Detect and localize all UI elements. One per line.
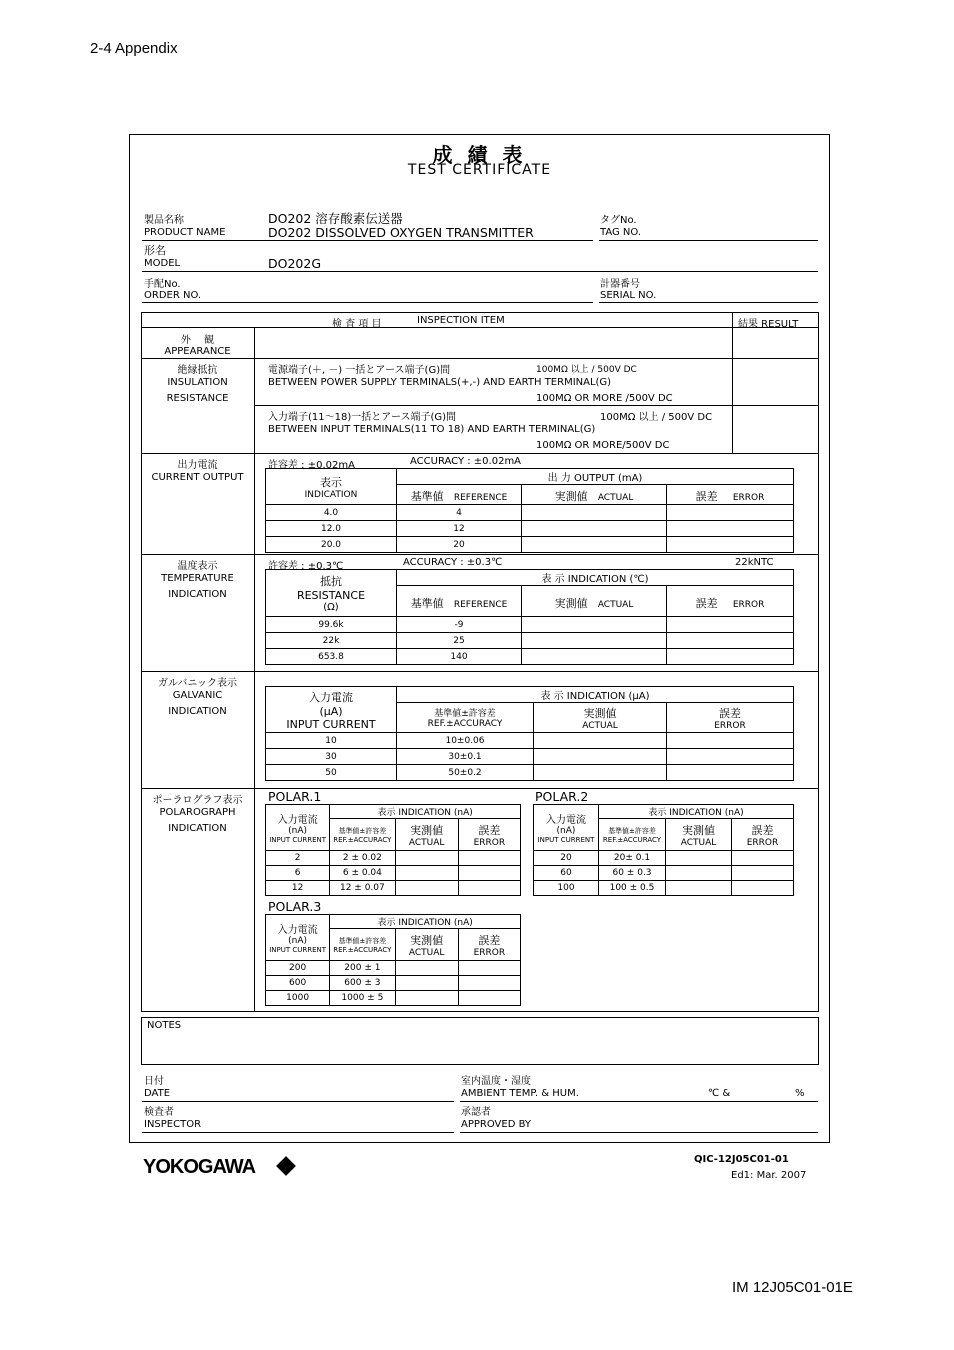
co-actual-cell[interactable] — [522, 521, 667, 537]
temperature-label-en1: TEMPERATURE — [161, 573, 234, 584]
p1-actual-cell[interactable] — [395, 851, 458, 866]
p2-input-header-unit: (nA) — [556, 826, 576, 836]
serial-label-jp: 計器番号 — [600, 279, 640, 290]
p1-error-cell[interactable] — [458, 851, 520, 866]
table-row — [266, 765, 794, 781]
co-error-cell[interactable] — [667, 537, 794, 553]
p3-error-cell[interactable] — [458, 976, 520, 991]
temperature-label-en2: INDICATION — [168, 589, 227, 600]
polar2-table — [533, 804, 794, 896]
p3-act-header-en: ACTUAL — [408, 947, 445, 958]
inspection-item-en: INSPECTION ITEM — [417, 315, 505, 326]
temperature-sensor: 22kNTC — [735, 557, 774, 568]
ambient-label-en: AMBIENT TEMP. & HUM. — [461, 1088, 579, 1099]
p1-error-cell[interactable] — [458, 866, 520, 881]
co-indication-cell: 12.0 — [266, 521, 397, 537]
p3-err-header-jp: 誤差 — [478, 933, 501, 947]
p3-err-header-en: ERROR — [473, 947, 506, 958]
temp-res-header-en: RESISTANCE — [296, 589, 366, 602]
p3-ref-cell: 600 ± 3 — [330, 976, 395, 991]
p2-input-cell: 20 — [534, 851, 599, 866]
yokogawa-logo: YOKOGAWA — [143, 1156, 256, 1178]
p2-ref-cell: 60 ± 0.3 — [599, 866, 666, 881]
p3-ref-cell: 200 ± 1 — [330, 961, 395, 976]
date-label-en: DATE — [144, 1088, 171, 1099]
galv-actual-cell[interactable] — [534, 733, 667, 749]
insulation-label-jp: 絶縁抵抗 — [177, 365, 218, 376]
insulation-power-spec-jp: 100MΩ 以上 / 500V DC — [536, 365, 637, 375]
galv-act-header-jp: 実測値 — [583, 706, 617, 720]
p2-error-cell[interactable] — [732, 881, 794, 896]
galv-ref-header-jp: 基準値±許容差 — [434, 709, 496, 719]
temp-ref-cell: 25 — [397, 633, 522, 649]
galvanic-table — [265, 686, 794, 781]
p1-ref-header-jp: 基準値±許容差 — [338, 826, 387, 835]
polaro-label-jp: ポーラログラフ表示 — [152, 795, 243, 806]
table-row — [266, 851, 521, 866]
co-error-cell[interactable] — [667, 505, 794, 521]
temp-res-header-jp: 抵抗 — [320, 575, 342, 588]
p1-ref-cell: 2 ± 0.02 — [330, 851, 395, 866]
table-row — [266, 521, 794, 537]
order-label-jp: 手配No. — [144, 279, 181, 290]
insulation-input-en: BETWEEN INPUT TERMINALS(11 TO 18) AND EARTH TERMINAL(G) — [268, 424, 596, 435]
table-row — [266, 537, 794, 553]
doc-edition: Ed1: Mar. 2007 — [731, 1170, 807, 1181]
polar1-table — [265, 804, 521, 896]
p1-err-header-jp: 誤差 — [478, 823, 501, 837]
insulation-power-en: BETWEEN POWER SUPPLY TERMINALS(+,-) AND EARTH TERMINAL(G) — [268, 377, 612, 388]
table-row — [266, 749, 794, 765]
p1-error-cell[interactable] — [458, 881, 520, 896]
co-err-header-jp: 誤差 — [695, 490, 718, 503]
co-output-header: 出 力 OUTPUT (mA) — [397, 469, 794, 485]
table-row — [266, 633, 794, 649]
p2-error-cell[interactable] — [732, 851, 794, 866]
p1-ref-header-en: REF.±ACCURACY — [333, 835, 392, 844]
p3-input-cell: 200 — [266, 961, 330, 976]
p2-indication-header: 表示 INDICATION (nA) — [599, 805, 794, 819]
p2-ref-cell: 20± 0.1 — [599, 851, 666, 866]
notes-box[interactable] — [141, 1017, 819, 1065]
p3-input-cell: 1000 — [266, 991, 330, 1006]
temp-act-header-jp: 実測値 — [554, 596, 588, 610]
p3-input-header-unit: (nA) — [288, 936, 308, 946]
galv-input-cell: 30 — [266, 749, 397, 765]
p2-ref-cell: 100 ± 0.5 — [599, 881, 666, 896]
table-row — [266, 866, 521, 881]
p2-err-header-en: ERROR — [746, 837, 779, 848]
galv-err-header-en: ERROR — [714, 720, 746, 731]
product-name-value-en: DO202 DISSOLVED OXYGEN TRANSMITTER — [268, 225, 534, 240]
co-ref-header-jp: 基準値 — [410, 490, 444, 503]
p2-act-header-jp: 実測値 — [682, 823, 715, 837]
galv-actual-cell[interactable] — [534, 765, 667, 781]
p3-error-cell[interactable] — [458, 991, 520, 1006]
co-indication-header-en: INDICATION — [304, 489, 358, 500]
p3-actual-cell[interactable] — [395, 991, 458, 1006]
tag-label-en: TAG NO. — [600, 227, 642, 238]
co-ref-cell: 20 — [397, 537, 522, 553]
p2-error-cell[interactable] — [732, 866, 794, 881]
polaro-label-en2: INDICATION — [168, 823, 227, 834]
temp-actual-cell[interactable] — [522, 617, 667, 633]
p3-input-header-en: INPUT CURRENT — [269, 946, 327, 954]
approved-label-en: APPROVED BY — [461, 1119, 532, 1130]
p1-input-cell: 2 — [266, 851, 330, 866]
galv-input-header-en: INPUT CURRENT — [286, 717, 376, 731]
table-row — [266, 961, 521, 976]
p1-ref-cell: 6 ± 0.04 — [330, 866, 395, 881]
galv-ref-header-en: REF.±ACCURACY — [427, 719, 503, 729]
p3-ref-cell: 1000 ± 5 — [330, 991, 395, 1006]
temp-indication-header: 表 示 INDICATION (℃) — [397, 570, 794, 586]
p3-input-cell: 600 — [266, 976, 330, 991]
p3-actual-cell[interactable] — [395, 961, 458, 976]
model-value: DO202G — [268, 256, 322, 271]
galv-input-header-jp: 入力電流 — [309, 690, 353, 704]
temp-ref-header-en: REFERENCE — [453, 599, 508, 610]
p1-act-header-en: ACTUAL — [408, 837, 445, 848]
date-label-jp: 日付 — [144, 1076, 164, 1087]
table-row — [266, 733, 794, 749]
galvanic-label-jp: ガルバニック表示 — [158, 678, 237, 689]
serial-label-en: SERIAL NO. — [600, 290, 657, 301]
inspector-label-en: INSPECTOR — [144, 1119, 202, 1130]
p1-act-header-jp: 実測値 — [410, 823, 444, 837]
insulation-input-spec-jp: 100MΩ 以上 / 500V DC — [600, 412, 713, 423]
p2-err-header-jp: 誤差 — [751, 823, 774, 837]
temp-actual-cell[interactable] — [522, 649, 667, 665]
galv-ref-cell: 10±0.06 — [397, 733, 534, 749]
notes-label: NOTES — [147, 1020, 182, 1031]
table-row — [266, 881, 521, 896]
p3-error-cell[interactable] — [458, 961, 520, 976]
galv-ref-cell: 50±0.2 — [397, 765, 534, 781]
page-footer: IM 12J05C01-01E — [732, 1279, 853, 1296]
current-output-tolerance-en: ACCURACY : ±0.02mA — [410, 456, 522, 467]
p3-actual-cell[interactable] — [395, 976, 458, 991]
ambient-unit-hum: % — [795, 1088, 805, 1099]
galv-err-header-jp: 誤差 — [719, 706, 741, 720]
title-en: TEST CERTIFICATE — [407, 162, 552, 178]
p1-actual-cell[interactable] — [395, 881, 458, 896]
temp-error-cell[interactable] — [667, 649, 794, 665]
p1-input-cell: 6 — [266, 866, 330, 881]
test-certificate — [129, 134, 830, 1143]
temp-err-header-en: ERROR — [732, 599, 765, 610]
polar2-title: POLAR.2 — [535, 789, 589, 804]
p3-input-header-jp: 入力電流 — [277, 925, 318, 936]
polar3-title: POLAR.3 — [268, 899, 322, 914]
insulation-power-spec-en: 100MΩ OR MORE /500V DC — [536, 393, 673, 404]
temp-ref-header-jp: 基準値 — [410, 596, 444, 610]
p1-err-header-en: ERROR — [473, 837, 506, 848]
co-indication-cell: 20.0 — [266, 537, 397, 553]
temperature-table — [265, 569, 794, 665]
inspector-label-jp: 検査者 — [144, 1107, 174, 1118]
temp-res-header-unit: (Ω) — [323, 602, 339, 613]
result-header: 結果 RESULT — [738, 319, 799, 330]
p3-ref-header-en: REF.±ACCURACY — [333, 945, 392, 954]
p2-ref-header-en: REF.±ACCURACY — [602, 835, 662, 844]
appearance-label-jp: 外 観 — [180, 335, 215, 346]
current-output-label-jp: 出力電流 — [177, 460, 218, 471]
co-ref-cell: 4 — [397, 505, 522, 521]
title-jp: 成 績 表 — [432, 143, 527, 167]
p1-actual-cell[interactable] — [395, 866, 458, 881]
galv-indication-header: 表 示 INDICATION (μA) — [397, 687, 794, 703]
approved-label-jp: 承認者 — [461, 1107, 491, 1118]
co-ref-cell: 12 — [397, 521, 522, 537]
polaro-label-en1: POLAROGRAPH — [159, 807, 236, 818]
temp-actual-cell[interactable] — [522, 633, 667, 649]
temp-err-header-jp: 誤差 — [695, 596, 718, 610]
table-row — [266, 991, 521, 1006]
p2-input-cell: 60 — [534, 866, 599, 881]
p1-input-header-unit: (nA) — [288, 826, 308, 836]
temperature-tolerance-en: ACCURACY : ±0.3℃ — [403, 557, 503, 568]
table-row — [266, 617, 794, 633]
temp-error-cell[interactable] — [667, 633, 794, 649]
p3-ref-header-jp: 基準値±許容差 — [338, 936, 387, 945]
galv-error-cell[interactable] — [667, 733, 794, 749]
galv-error-cell[interactable] — [667, 765, 794, 781]
p1-indication-header: 表示 INDICATION (nA) — [330, 805, 521, 819]
temp-act-header-en: ACTUAL — [597, 599, 634, 610]
galv-input-header-unit: (μA) — [319, 704, 343, 718]
temp-res-cell: 653.8 — [266, 649, 397, 665]
galv-input-cell: 50 — [266, 765, 397, 781]
insulation-input-jp: 入力端子(11～18)一括とアース端子(G)間 — [268, 412, 457, 423]
temp-ref-cell: -9 — [397, 617, 522, 633]
p3-act-header-jp: 実測値 — [410, 933, 444, 947]
inspection-item-jp: 検 査 項 目 — [332, 319, 382, 330]
temp-error-cell[interactable] — [667, 617, 794, 633]
model-label-jp: 形名 — [144, 244, 166, 257]
galvanic-label-en1: GALVANIC — [172, 690, 223, 701]
polar1-title: POLAR.1 — [268, 789, 322, 804]
product-name-label-en: PRODUCT NAME — [144, 227, 226, 238]
p1-input-header-jp: 入力電流 — [277, 815, 318, 826]
doc-code: QIC-12J05C01-01 — [694, 1154, 789, 1165]
p3-indication-header: 表示 INDICATION (nA) — [330, 915, 521, 929]
galv-ref-cell: 30±0.1 — [397, 749, 534, 765]
galv-act-header-en: ACTUAL — [582, 720, 618, 731]
p2-act-header-en: ACTUAL — [680, 837, 717, 848]
insulation-input-spec-en: 100MΩ OR MORE/500V DC — [536, 440, 670, 451]
temp-ref-cell: 140 — [397, 649, 522, 665]
current-output-label-en: CURRENT OUTPUT — [151, 472, 244, 483]
temperature-label-jp: 温度表示 — [177, 561, 218, 572]
diamond-icon — [276, 1156, 296, 1176]
co-ref-header-en: REFERENCE — [453, 493, 508, 503]
co-act-header-jp: 実測値 — [554, 490, 588, 503]
co-actual-cell[interactable] — [522, 537, 667, 553]
p1-input-cell: 12 — [266, 881, 330, 896]
ambient-label-jp: 室内温度・湿度 — [461, 1076, 531, 1087]
product-name-value-jp: DO202 溶存酸素伝送器 — [268, 211, 403, 226]
tag-label-jp: タグNo. — [600, 215, 637, 226]
table-row — [534, 866, 794, 881]
temp-res-cell: 99.6k — [266, 617, 397, 633]
appearance-label-en: APPEARANCE — [164, 346, 231, 357]
p1-ref-cell: 12 ± 0.07 — [330, 881, 395, 896]
temp-res-cell: 22k — [266, 633, 397, 649]
co-act-header-en: ACTUAL — [597, 493, 634, 503]
model-label-en: MODEL — [144, 258, 181, 269]
temperature-tolerance-jp: 許容差 : ±0.3℃ — [268, 561, 344, 572]
galv-error-cell[interactable] — [667, 749, 794, 765]
p2-ref-header-jp: 基準値±許容差 — [608, 826, 656, 835]
co-indication-cell: 4.0 — [266, 505, 397, 521]
order-label-en: ORDER NO. — [144, 290, 202, 301]
co-error-cell[interactable] — [667, 521, 794, 537]
table-row — [534, 881, 794, 896]
galvanic-label-en2: INDICATION — [168, 706, 227, 717]
co-actual-cell[interactable] — [522, 505, 667, 521]
current-output-tolerance-jp: 許容差 : ±0.02mA — [268, 460, 355, 471]
p2-actual-cell[interactable] — [666, 851, 732, 866]
table-row — [266, 649, 794, 665]
insulation-label-en1: INSULATION — [167, 377, 228, 388]
co-indication-header-jp: 表示 — [320, 475, 342, 489]
table-row — [266, 976, 521, 991]
insulation-power-jp: 電源端子(＋, －) 一括とアース端子(G)間 — [268, 365, 451, 376]
p2-actual-cell[interactable] — [666, 866, 732, 881]
p2-actual-cell[interactable] — [666, 881, 732, 896]
insulation-label-en2: RESISTANCE — [166, 393, 229, 404]
table-row — [534, 851, 794, 866]
current-output-table — [265, 468, 794, 553]
ambient-unit-temp: ℃ & — [708, 1088, 731, 1099]
co-err-header-en: ERROR — [732, 493, 765, 503]
p2-input-header-jp: 入力電流 — [546, 815, 586, 826]
p2-input-cell: 100 — [534, 881, 599, 896]
p2-input-header-en: INPUT CURRENT — [537, 836, 595, 844]
p1-input-header-en: INPUT CURRENT — [269, 836, 327, 844]
product-name-label-jp: 製品名称 — [144, 215, 184, 226]
table-row — [266, 505, 794, 521]
page-header: 2-4 Appendix — [90, 40, 178, 57]
galv-input-cell: 10 — [266, 733, 397, 749]
galv-actual-cell[interactable] — [534, 749, 667, 765]
polar3-table — [265, 914, 521, 1006]
